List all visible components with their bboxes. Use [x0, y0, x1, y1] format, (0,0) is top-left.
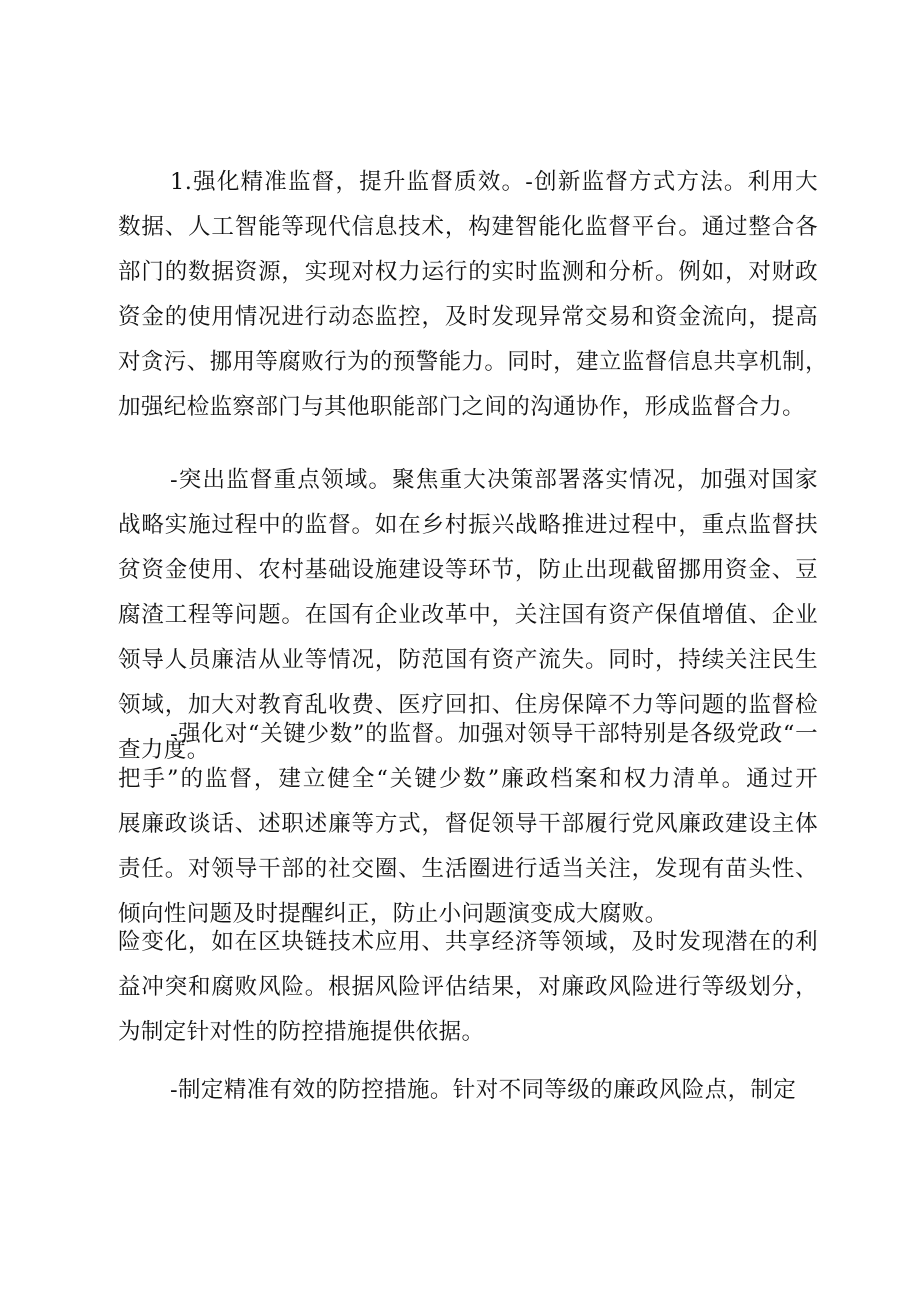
- text-line: 数据、人工智能等现代信息技术，构建智能化监督平台。通过整合各: [118, 214, 818, 240]
- paragraph-prevention-measures: [118, 1068, 818, 1113]
- text-line: 对贪污、挪用等腐败行为的预警能力。同时，建立监督信息共享机制，: [118, 349, 828, 375]
- text-line: -强化对“关键少数”的监督。加强对领导干部特别是各级党政“一: [170, 721, 818, 747]
- text-line: 加强纪检监察部门与其他职能部门之间的沟通协作，形成监督合力。: [118, 394, 806, 420]
- text-line: 倾向性问题及时提醒纠正，防止小问题演变成大腐败。: [118, 901, 668, 927]
- text-line: 战略实施过程中的监督。如在乡村振兴战略推进过程中，重点监督扶: [118, 512, 818, 538]
- text-line: 险变化，如在区块链技术应用、共享经济等领域，及时发现潜在的利: [118, 929, 818, 955]
- text-line: 贫资金使用、农村基础设施建设等环节，防止出现截留挪用资金、豆: [118, 557, 818, 583]
- paragraph-key-minority: [118, 712, 818, 937]
- text-line: -制定精准有效的防控措施。针对不同等级的廉政风险点，制定: [170, 1077, 797, 1103]
- paragraph-precise-supervision: [118, 160, 828, 430]
- text-line: 1.强化精准监督，提升监督质效。-创新监督方式方法。利用大: [170, 169, 818, 195]
- text-line: 查力度。: [118, 737, 210, 763]
- text-line: 展廉政谈话、述职述廉等方式，督促领导干部履行党风廉政建设主体: [118, 811, 818, 837]
- text-line: 为制定针对性的防控措施提供依据。: [118, 1019, 485, 1045]
- paragraph-risk-changes: [118, 920, 818, 1055]
- text-line: 资金的使用情况进行动态监控，及时发现异常交易和资金流向，提高: [118, 304, 818, 330]
- text-line: -突出监督重点领域。聚焦重大决策部署落实情况，加强对国家: [170, 467, 818, 493]
- text-line: 部门的数据资源，实现对权力运行的实时监测和分析。例如，对财政: [118, 259, 818, 285]
- text-line: 腐渣工程等问题。在国有企业改革中，关注国有资产保值增值、企业: [118, 602, 818, 628]
- text-line: 责任。对领导干部的社交圈、生活圈进行适当关注，发现有苗头性、: [118, 856, 818, 882]
- text-line: 领导人员廉洁从业等情况，防范国有资产流失。同时，持续关注民生: [118, 647, 818, 673]
- text-line: 把手”的监督，建立健全“关键少数”廉政档案和权力清单。通过开: [118, 766, 818, 792]
- text-line: 益冲突和腐败风险。根据风险评估结果，对廉政风险进行等级划分，: [118, 974, 818, 1000]
- text-line: 领域，加大对教育乱收费、医疗回扣、住房保障不力等问题的监督检: [118, 692, 818, 718]
